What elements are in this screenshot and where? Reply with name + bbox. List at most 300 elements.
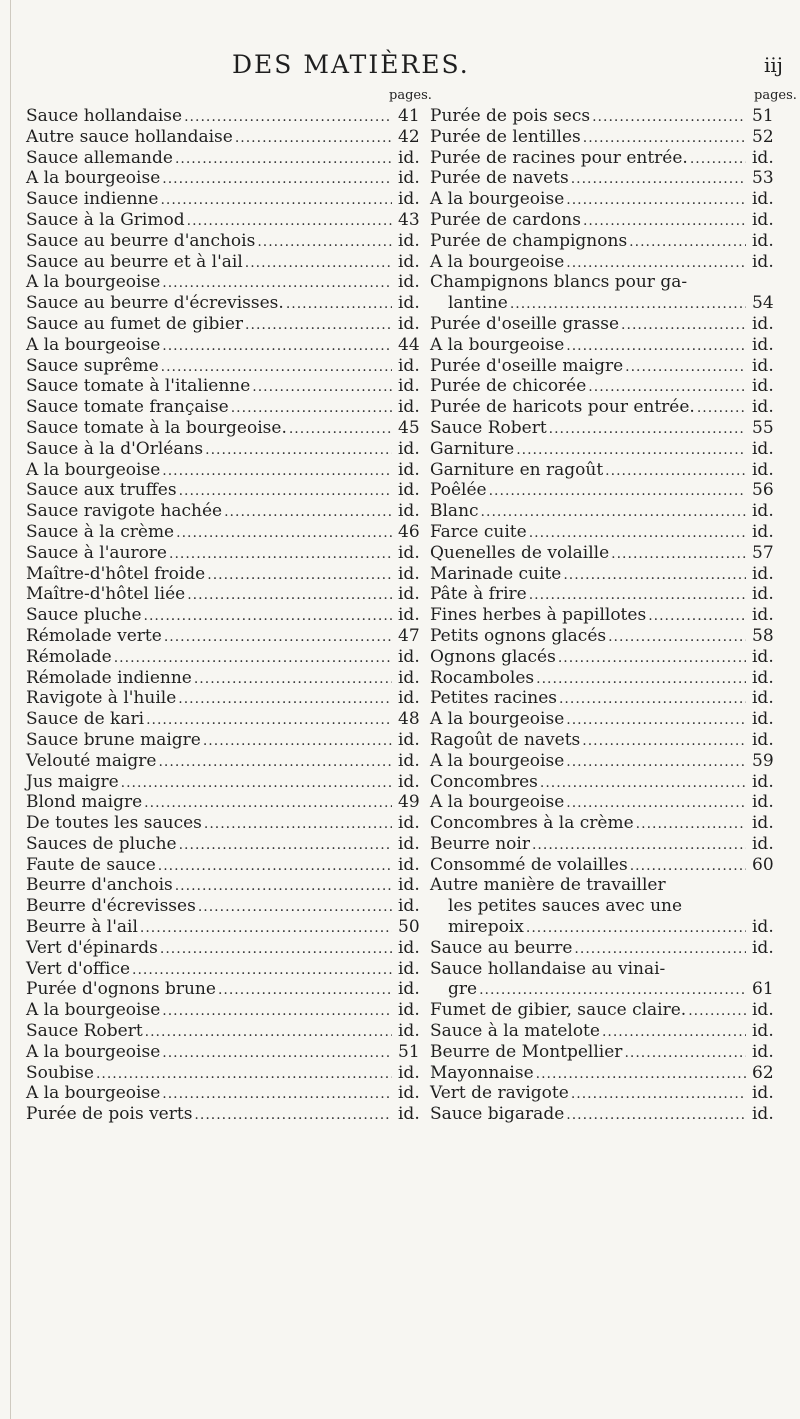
entry-page: id.: [398, 958, 420, 979]
index-entry: [26, 210, 426, 231]
index-entry: [430, 397, 780, 418]
entry-page: id.: [752, 709, 774, 730]
index-entry: [430, 834, 780, 855]
entry-page: 50: [398, 917, 420, 938]
entry-page: id.: [398, 189, 420, 210]
entry-label: Purée d'oseille maigre: [430, 355, 624, 376]
index-entry: [430, 335, 780, 356]
entry-page: id.: [752, 917, 774, 938]
entry-label: Rémolade indienne: [26, 667, 192, 688]
entry-page: 61: [752, 979, 774, 1000]
entry-page: id.: [398, 313, 420, 334]
index-entry: [26, 439, 426, 460]
dot-leader: [192, 669, 392, 690]
entry-page: id.: [398, 896, 420, 917]
left-pages-heading: pages.: [389, 88, 432, 103]
entry-page: 58: [752, 625, 774, 646]
index-entry: [430, 460, 780, 481]
index-entry: [26, 855, 426, 876]
entry-label: Sauce bigarade: [430, 1104, 565, 1125]
index-entry: [430, 564, 780, 585]
entry-label: Blanc: [430, 501, 479, 522]
entry-label: A la bourgeoise: [430, 792, 565, 813]
entry-label: Purée de racines pour entrée.: [430, 147, 688, 168]
entry-label: A la bourgeoise: [26, 272, 161, 293]
dot-leader: [619, 315, 746, 336]
index-entry: [26, 127, 426, 148]
entry-label: Sauce de kari: [26, 709, 145, 730]
index-entry: [26, 751, 426, 772]
index-entry: [430, 813, 780, 834]
entry-label: Rémolade verte: [26, 625, 162, 646]
entry-page: id.: [752, 729, 774, 750]
entry-label: Sauce à l'aurore: [26, 542, 167, 563]
entry-label: Garniture en ragoût: [430, 459, 604, 480]
entry-label: Sauce pluche: [26, 605, 142, 626]
entry-label: A la bourgeoise: [26, 1083, 161, 1104]
dot-leader: [284, 294, 392, 315]
index-entry: [26, 272, 426, 293]
index-entry: [26, 772, 426, 793]
entry-label: Jus maigre: [26, 771, 119, 792]
entry-label: Ragoût de navets: [430, 729, 581, 750]
index-entry: [26, 1000, 426, 1021]
dot-leader: [222, 502, 392, 523]
entry-label: A la bourgeoise: [430, 709, 565, 730]
entry-page: id.: [398, 293, 420, 314]
dot-leader: [203, 440, 392, 461]
entry-page: 47: [398, 625, 420, 646]
dot-leader: [160, 1001, 392, 1022]
index-entry: [26, 668, 426, 689]
index-entry: [26, 148, 426, 169]
entry-page: id.: [398, 501, 420, 522]
index-entry: [430, 293, 780, 314]
entry-label: Rocamboles: [430, 667, 535, 688]
index-entry: [430, 709, 780, 730]
entry-label: Beurre de Montpellier: [430, 1041, 623, 1062]
entry-page: id.: [752, 189, 774, 210]
index-entry: [430, 979, 780, 1000]
entry-page: id.: [398, 355, 420, 376]
entry-label: Sauces de pluche: [26, 833, 177, 854]
index-entry: [430, 1063, 780, 1084]
entry-label: Beurre à l'ail: [26, 917, 138, 938]
index-entry: [26, 813, 426, 834]
entry-page: id.: [752, 459, 774, 480]
dot-leader: [603, 461, 746, 482]
index-entry: [26, 730, 426, 751]
dot-leader: [569, 169, 746, 190]
entry-page: id.: [398, 750, 420, 771]
dot-leader: [590, 107, 746, 128]
entry-page: id.: [398, 1104, 420, 1125]
entry-page: 49: [398, 792, 420, 813]
entry-label: Sauce tomate à l'italienne: [26, 376, 251, 397]
index-entry: [26, 252, 426, 273]
index-entry: [26, 231, 426, 252]
entry-label: Garniture: [430, 438, 515, 459]
entry-label: les petites sauces avec une: [448, 896, 683, 917]
entry-label: Purée de navets: [430, 168, 569, 189]
entry-page: id.: [398, 667, 420, 688]
entry-label: A la bourgeoise: [26, 334, 161, 355]
dot-leader: [160, 1043, 392, 1064]
entry-page: id.: [398, 688, 420, 709]
entry-label: Purée de haricots pour entrée.: [430, 397, 695, 418]
dot-leader: [514, 440, 746, 461]
entry-page: id.: [752, 251, 774, 272]
index-entry: [430, 855, 780, 876]
index-entry: [430, 231, 780, 252]
index-entry: [26, 1104, 426, 1125]
entry-label: A la bourgeoise: [26, 168, 161, 189]
entry-page: id.: [752, 792, 774, 813]
index-entry: [26, 460, 426, 481]
entry-label: Faute de sauce: [26, 854, 156, 875]
index-entry: [430, 605, 780, 626]
index-entry: [430, 959, 780, 980]
dot-leader: [162, 627, 392, 648]
running-header: [0, 50, 800, 90]
dot-leader: [609, 544, 746, 565]
entry-page: 51: [752, 106, 774, 126]
index-entry: [26, 106, 426, 127]
index-entry: [430, 1021, 780, 1042]
index-entry: [26, 501, 426, 522]
entry-page: id.: [398, 563, 420, 584]
entry-label: Pâte à frire: [430, 584, 527, 605]
dot-leader: [524, 918, 746, 939]
entry-label: A la bourgeoise: [26, 1000, 161, 1021]
dot-leader: [177, 835, 392, 856]
entry-label: Purée de cardons: [430, 209, 581, 230]
dot-leader: [564, 190, 746, 211]
header-page-number: iij: [764, 53, 783, 77]
dot-leader: [564, 1105, 746, 1126]
dot-leader: [196, 897, 392, 918]
entry-page: id.: [398, 833, 420, 854]
entry-label: Sauce tomate à la bourgeoise.: [26, 417, 287, 438]
dot-leader: [581, 211, 746, 232]
dot-leader: [94, 1064, 392, 1085]
index-entry: [26, 293, 426, 314]
index-entry: [430, 917, 780, 938]
index-entry: [430, 314, 780, 335]
entry-page: id.: [752, 605, 774, 626]
dot-leader: [156, 856, 392, 877]
dot-leader: [138, 918, 392, 939]
entry-label: lantine: [448, 293, 508, 314]
index-entry: [430, 356, 780, 377]
index-entry: [26, 418, 426, 439]
index-entry: [430, 938, 780, 959]
dot-leader: [167, 544, 392, 565]
index-entry: [26, 959, 426, 980]
dot-leader: [160, 461, 392, 482]
entry-label: Petites racines: [430, 688, 557, 709]
dot-leader: [606, 627, 746, 648]
entry-label: Sauce au fumet de gibier: [26, 313, 244, 334]
entry-page: 53: [752, 168, 774, 189]
entry-label: Fumet de gibier, sauce claire.: [430, 1000, 687, 1021]
entry-page: 45: [398, 417, 420, 438]
index-entry: [26, 626, 426, 647]
dot-leader: [556, 648, 746, 669]
entry-label: mirepoix: [448, 917, 524, 938]
entry-label: Sauce indienne: [26, 189, 159, 210]
index-entry: [430, 772, 780, 793]
index-entry: [430, 127, 780, 148]
entry-page: id.: [752, 313, 774, 334]
entry-page: id.: [398, 646, 420, 667]
entry-label: Sauce allemande: [26, 147, 173, 168]
entry-page: id.: [752, 688, 774, 709]
dot-leader: [527, 523, 746, 544]
dot-leader: [233, 128, 392, 149]
dot-leader: [527, 585, 746, 606]
index-entry: [430, 875, 780, 896]
index-entry: [26, 584, 426, 605]
index-entry: [26, 189, 426, 210]
index-entry: [430, 688, 780, 709]
index-entry: [430, 626, 780, 647]
dot-leader: [561, 565, 746, 586]
entry-page: 44: [398, 334, 420, 355]
entry-label: Concombres: [430, 771, 538, 792]
header-title: DES MATIÈRES.: [232, 50, 470, 79]
entry-page: 57: [752, 542, 774, 563]
dot-leader: [144, 710, 392, 731]
index-entry: [430, 792, 780, 813]
entry-label: Sauce ravigote hachée: [26, 501, 223, 522]
entry-label: A la bourgeoise: [430, 334, 565, 355]
dot-leader: [185, 211, 392, 232]
entry-label: Sauce tomate française: [26, 397, 229, 418]
index-entry: [26, 1063, 426, 1084]
dot-leader: [538, 773, 746, 794]
dot-leader: [572, 939, 746, 960]
entry-label: Petits ognons glacés: [430, 625, 607, 646]
entry-label: Ognons glacés: [430, 646, 556, 667]
entry-page: id.: [752, 937, 774, 958]
entry-page: id.: [398, 813, 420, 834]
dot-leader: [205, 565, 392, 586]
index-entry: [430, 896, 780, 917]
dot-leader: [130, 960, 392, 981]
index-entry: [26, 688, 426, 709]
entry-label: Soubise: [26, 1062, 94, 1083]
entry-label: Maître-d'hôtel liée: [26, 584, 186, 605]
entry-label: Sauce à la crème: [26, 521, 175, 542]
entry-label: Poêlée: [430, 480, 487, 501]
index-entry: [430, 668, 780, 689]
entry-page: id.: [398, 147, 420, 168]
index-entry: [26, 647, 426, 668]
dot-leader: [557, 689, 746, 710]
dot-leader: [156, 752, 392, 773]
dot-leader: [243, 315, 392, 336]
entry-label: Autre sauce hollandaise: [26, 126, 233, 147]
dot-leader: [530, 835, 746, 856]
entry-label: Vert de ravigote: [430, 1083, 569, 1104]
index-entry: [430, 418, 780, 439]
entry-page: id.: [752, 771, 774, 792]
index-entry: [26, 875, 426, 896]
entry-label: Sauce au beurre et à l'ail: [26, 251, 243, 272]
entry-page: id.: [398, 979, 420, 1000]
index-entry: [430, 252, 780, 273]
entry-label: A la bourgeoise: [430, 251, 565, 272]
entry-page: id.: [752, 147, 774, 168]
dot-leader: [173, 149, 392, 170]
entry-label: Sauce au beurre: [430, 937, 573, 958]
entry-label: Ravigote à l'huile: [26, 688, 177, 709]
entry-label: Mayonnaise: [430, 1062, 534, 1083]
entry-label: A la bourgeoise: [430, 750, 565, 771]
dot-leader: [479, 502, 746, 523]
dot-leader: [160, 1084, 392, 1105]
entry-label: Autre manière de travailler: [430, 875, 666, 896]
entry-label: Sauce au beurre d'écrevisses.: [26, 293, 284, 314]
entry-page: id.: [752, 376, 774, 397]
dot-leader: [112, 648, 392, 669]
entry-label: Sauce à la matelote: [430, 1021, 600, 1042]
index-entry: [430, 1042, 780, 1063]
entry-page: 54: [752, 293, 774, 314]
entry-page: id.: [398, 230, 420, 251]
index-entry: [430, 1000, 780, 1021]
dot-leader: [600, 1022, 746, 1043]
entry-page: id.: [752, 1000, 774, 1021]
index-entry: [430, 148, 780, 169]
index-entry: [26, 376, 426, 397]
index-entry: [430, 439, 780, 460]
index-entry: [26, 834, 426, 855]
entry-page: id.: [752, 1083, 774, 1104]
dot-leader: [564, 253, 746, 274]
entry-label: Vert d'office: [26, 958, 131, 979]
entry-page: 59: [752, 750, 774, 771]
entry-page: id.: [752, 501, 774, 522]
entry-page: id.: [398, 584, 420, 605]
entry-label: Maître-d'hôtel froide: [26, 563, 206, 584]
entry-page: 55: [752, 417, 774, 438]
entry-label: gre: [448, 979, 478, 1000]
index-entry: [26, 979, 426, 1000]
entry-page: 48: [398, 709, 420, 730]
entry-label: Fines herbes à papillotes: [430, 605, 647, 626]
entry-label: A la bourgeoise: [430, 189, 565, 210]
entry-page: id.: [398, 168, 420, 189]
index-entry: [26, 356, 426, 377]
page-edge-rule: [10, 0, 11, 1419]
dot-leader: [160, 169, 392, 190]
entry-page: id.: [398, 771, 420, 792]
entry-label: Purée de chicorée: [430, 376, 587, 397]
entry-page: id.: [752, 521, 774, 542]
entry-label: A la bourgeoise: [26, 1041, 161, 1062]
entry-page: id.: [398, 1000, 420, 1021]
dot-leader: [534, 669, 746, 690]
entry-label: Purée de pois secs: [430, 106, 591, 126]
entry-page: 62: [752, 1062, 774, 1083]
entry-page: 60: [752, 854, 774, 875]
entry-label: Sauce hollandaise au vinai-: [430, 958, 666, 979]
index-entry: [26, 397, 426, 418]
entry-page: id.: [752, 1021, 774, 1042]
entry-label: Sauce Robert: [430, 417, 547, 438]
dot-leader: [628, 856, 746, 877]
entry-page: id.: [752, 230, 774, 251]
dot-leader: [623, 357, 746, 378]
entry-page: id.: [398, 875, 420, 896]
entry-label: Purée d'oseille grasse: [430, 313, 620, 334]
dot-leader: [581, 128, 746, 149]
index-entry: [26, 792, 426, 813]
dot-leader: [287, 419, 392, 440]
entry-page: id.: [398, 438, 420, 459]
dot-leader: [142, 793, 392, 814]
dot-leader: [622, 1043, 746, 1064]
entry-page: id.: [752, 397, 774, 418]
index-entry: [430, 522, 780, 543]
entry-page: 43: [398, 209, 420, 230]
dot-leader: [229, 398, 392, 419]
entry-label: Beurre d'écrevisses: [26, 896, 196, 917]
entry-label: Purée de lentilles: [430, 126, 581, 147]
index-entry: [430, 543, 780, 564]
entry-label: Sauce aux truffes: [26, 480, 177, 501]
dot-leader: [159, 357, 392, 378]
dot-leader: [202, 814, 392, 835]
entry-page: id.: [398, 272, 420, 293]
dot-leader: [534, 1064, 746, 1085]
dot-leader: [564, 710, 746, 731]
entry-label: Sauce à la d'Orléans: [26, 438, 204, 459]
index-entry: [430, 168, 780, 189]
entry-page: 51: [398, 1041, 420, 1062]
dot-leader: [216, 980, 392, 1001]
entry-label: Sauce suprême: [26, 355, 159, 376]
dot-leader: [158, 939, 392, 960]
dot-leader: [185, 585, 392, 606]
index-entry: [430, 751, 780, 772]
entry-label: Purée de pois verts: [26, 1104, 193, 1125]
index-entry: [430, 1104, 780, 1125]
entry-label: Vert d'épinards: [26, 937, 158, 958]
dot-leader: [627, 232, 746, 253]
entry-label: Beurre noir: [430, 833, 530, 854]
entry-page: id.: [398, 251, 420, 272]
entry-page: id.: [752, 438, 774, 459]
entry-page: 42: [398, 126, 420, 147]
index-entry: [430, 1083, 780, 1104]
dot-leader: [547, 419, 746, 440]
entry-page: id.: [752, 563, 774, 584]
right-pages-heading: pages.: [754, 88, 797, 103]
entry-page: 41: [398, 106, 420, 126]
dot-leader: [250, 377, 392, 398]
dot-leader: [192, 1105, 392, 1126]
entry-label: Velouté maigre: [26, 750, 157, 771]
entry-page: id.: [398, 1083, 420, 1104]
entry-label: Champignons blancs pour ga-: [430, 272, 688, 293]
entry-page: id.: [398, 376, 420, 397]
dot-leader: [564, 752, 746, 773]
entry-page: id.: [398, 729, 420, 750]
entry-page: 56: [752, 480, 774, 501]
